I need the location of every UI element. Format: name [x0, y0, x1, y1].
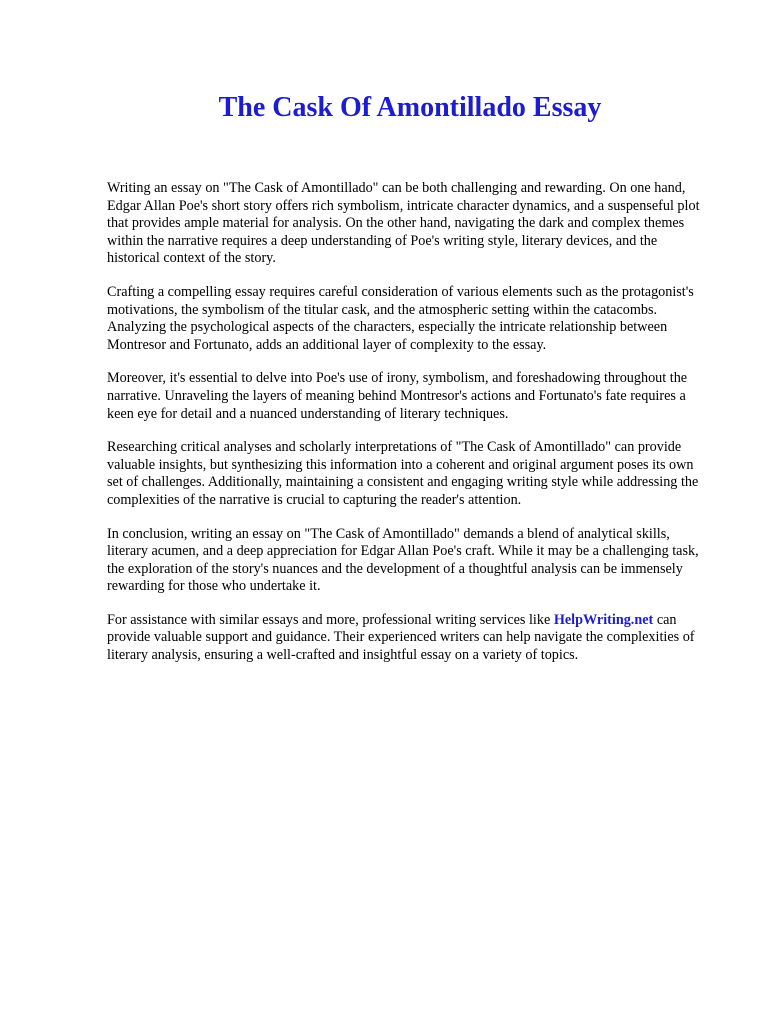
paragraph-research: Researching critical analyses and scholarly interpretations of "The Cask of Amontillado" can provide valuable insights, but synthesizing this information into a coherent and original argument poses its own set of challenges. Additionally, maintaining a consistent and engaging writing style while addressing the complexities of the narrative is crucial to capturing the reader's attention. — [107, 439, 699, 508]
page-title: The Cask Of Amontillado Essay — [218, 92, 602, 123]
closing-text-after-link: can provide valuable support and guidance. Their experienced writers can help navigate the complexities of literary analysis, ensuring a well-crafted and insightful essay on a variety of topics. — [107, 611, 695, 664]
paragraph-closing — [107, 612, 711, 665]
paragraph-conclusion: In conclusion, writing an essay on "The Cask of Amontillado" demands a blend of analytical skills, literary acumen, and a deep appreciation for Edgar Allan Poe's craft. While it may be a challenging task, the exploration of the story's nuances and the development of a thoughtful analysis can be immensely rewarding for those who undertake it. — [107, 525, 699, 595]
paragraph-intro: Writing an essay on "The Cask of Amontillado" can be both challenging and rewarding. On one hand, Edgar Allan Poe's short story offers rich symbolism, intricate character dynamics, and a suspenseful plot that provides ample material for analysis. On the other hand, navigating the dark and complex themes within the narrative requires a deep understanding of Poe's writing style, literary devices, and the historical context of the story. — [107, 180, 700, 267]
closing-text-before-link: For assistance with similar essays and more, professional writing services like — [107, 611, 554, 628]
essay-body — [107, 180, 711, 681]
paragraph-crafting: Crafting a compelling essay requires careful consideration of various elements such as the protagonist's motivations, the symbolism of the titular cask, and the atmospheric setting within the catacombs. Analyzing the psychological aspects of the characters, especially the intricate relationship between Montresor and Fortunato, adds an additional layer of complexity to the essay. — [107, 283, 694, 353]
helpwriting-link[interactable]: HelpWriting.net — [553, 611, 654, 628]
paragraph-irony: Moreover, it's essential to delve into Poe's use of irony, symbolism, and foreshadowing throughout the narrative. Unraveling the layers of meaning behind Montresor's actions and Fortunato's fate requires a keen eye for detail and a nuanced understanding of literary techniques. — [107, 370, 688, 422]
